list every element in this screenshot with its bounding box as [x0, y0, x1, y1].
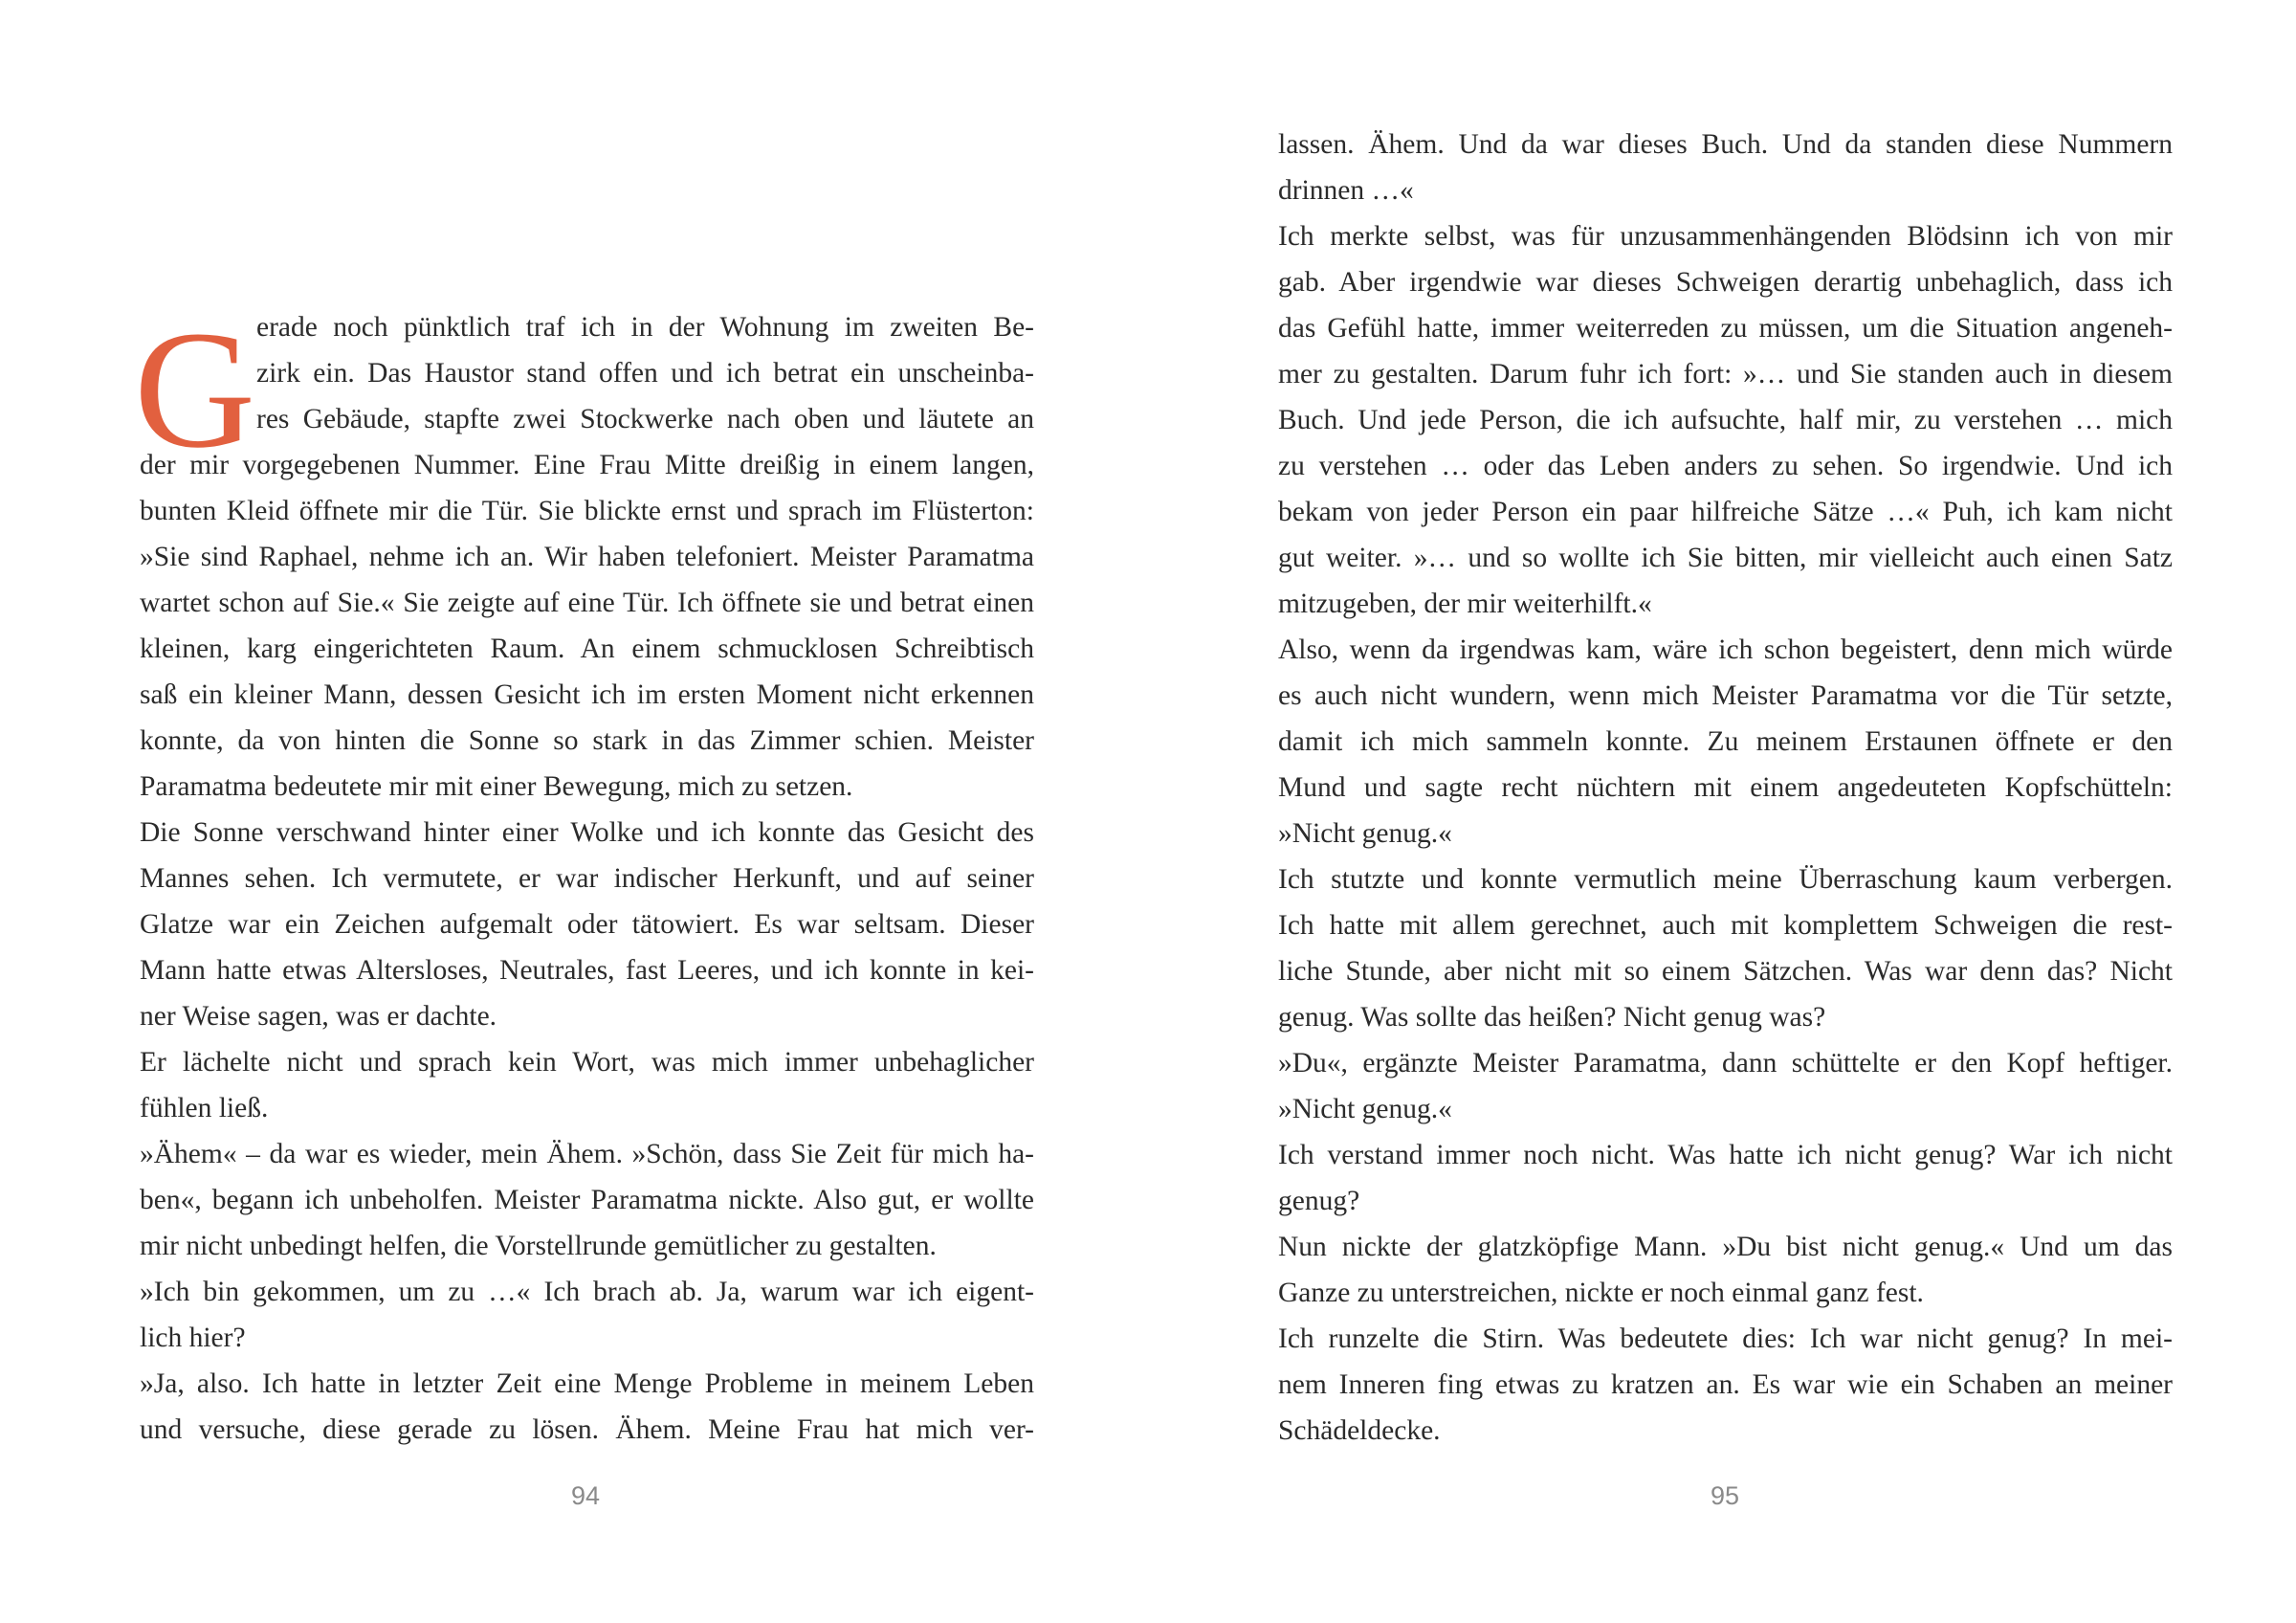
right-page-text-line: Ich stutzte und konnte vermutlich meine Überraschung kaum verbergen. — [1278, 864, 2173, 895]
left-page-text-line: saß ein kleiner Mann, dessen Gesicht ich im ersten Moment nicht erkennen — [140, 679, 1034, 710]
right-page-text-line: mitzugeben, der mir weiterhilft.« — [1278, 589, 1652, 619]
right-page-text-line: »Du«, ergänzte Meister Paramatma, dann schüttelte er den Kopf heftiger. — [1278, 1048, 2173, 1078]
left-page-text-line: mir nicht unbedingt helfen, die Vorstellrunde gemütlicher zu gestalten. — [140, 1231, 937, 1261]
right-page-text-line: das Gefühl hatte, immer weiterreden zu müssen, um die Situation angeneh- — [1278, 313, 2173, 344]
right-page-text-line: gut weiter. »… und so wollte ich Sie bitten, mir vielleicht auch einen Satz — [1278, 543, 2173, 573]
drop-cap: G — [134, 297, 256, 483]
left-page-text-line: Mann hatte etwas Altersloses, Neutrales, fast Leeres, und ich konnte in kei- — [140, 955, 1034, 986]
right-page-text-line: es auch nicht wundern, wenn mich Meister Paramatma vor die Tür setzte, — [1278, 680, 2173, 711]
right-page-text-line: damit ich mich sammeln konnte. Zu meinem Erstaunen öffnete er den — [1278, 726, 2173, 757]
left-page-text-line: zirk ein. Das Haustor stand offen und ich betrat ein unscheinba- — [256, 358, 1034, 389]
left-page-text-line: Glatze war ein Zeichen aufgemalt oder tätowiert. Es war seltsam. Dieser — [140, 909, 1034, 940]
left-page-text — [134, 297, 1034, 1453]
right-page-text-line: liche Stunde, aber nicht mit so einem Sätzchen. Was war denn das? Nicht — [1278, 956, 2173, 987]
right-page-text-line: Buch. Und jede Person, die ich aufsuchte, half mir, zu verstehen … mich — [1278, 405, 2173, 435]
right-page-text-line: Ich verstand immer noch nicht. Was hatte ich nicht genug? War ich nicht — [1278, 1140, 2173, 1170]
right-page-text-line: genug? — [1278, 1186, 1360, 1216]
left-page-text-line: ner Weise sagen, was er dachte. — [140, 1001, 497, 1032]
right-page-text-line: zu verstehen … oder das Leben anders zu sehen. So irgendwie. Und ich — [1278, 451, 2173, 481]
left-page-lines — [140, 304, 1034, 1453]
left-page-text-line: Er lächelte nicht und sprach kein Wort, was mich immer unbehaglicher — [140, 1047, 1034, 1078]
left-page-text-line: wartet schon auf Sie.« Sie zeigte auf eine Tür. Ich öffnete sie und betrat einen — [140, 588, 1034, 618]
left-page-text-line: Die Sonne verschwand hinter einer Wolke und ich konnte das Gesicht des — [140, 817, 1034, 848]
left-page-text-line: »Ähem« – da war es wieder, mein Ähem. »Schön, dass Sie Zeit für mich ha- — [140, 1139, 1034, 1169]
right-page-text-line: genug. Was sollte das heißen? Nicht genug was? — [1278, 1002, 1826, 1033]
right-page-text — [1278, 122, 2173, 1454]
right-page-text-line: drinnen …« — [1278, 175, 1414, 206]
right-page-text-line: »Nicht genug.« — [1278, 1094, 1452, 1124]
left-page-text-line: Mannes sehen. Ich vermutete, er war indischer Herkunft, und auf seiner — [140, 863, 1034, 894]
right-page-text-line: gab. Aber irgendwie war dieses Schweigen derartig unbehaglich, dass ich — [1278, 267, 2173, 298]
left-page-text-line: erade noch pünktlich traf ich in der Wohnung im zweiten Be- — [256, 312, 1034, 343]
left-page-text-line: »Ja, also. Ich hatte in letzter Zeit eine Menge Probleme in meinem Leben — [140, 1368, 1034, 1399]
left-page-text-line: res Gebäude, stapfte zwei Stockwerke nach oben und läutete an — [256, 404, 1034, 434]
right-page-text-line: Ganze zu unterstreichen, nickte er noch einmal ganz fest. — [1278, 1278, 1924, 1308]
left-page-text-line: und versuche, diese gerade zu lösen. Ähem. Meine Frau hat mich ver- — [140, 1414, 1034, 1445]
right-page-text-line: »Nicht genug.« — [1278, 818, 1452, 849]
right-page-text-line: bekam von jeder Person ein paar hilfreiche Sätze …« Puh, ich kam nicht — [1278, 497, 2173, 527]
right-page-text-line: lassen. Ähem. Und da war dieses Buch. Und da standen diese Nummern — [1278, 129, 2173, 160]
right-page-text-line: Ich hatte mit allem gerechnet, auch mit komplettem Schweigen die rest- — [1278, 910, 2173, 941]
left-page-text-line: konnte, da von hinten die Sonne so stark in das Zimmer schien. Meister — [140, 725, 1034, 756]
left-page-text-line: Paramatma bedeutete mir mit einer Bewegung, mich zu setzen. — [140, 771, 853, 802]
right-page-text-line: Mund und sagte recht nüchtern mit einem angedeuteten Kopfschütteln: — [1278, 772, 2173, 803]
left-page-text-line: der mir vorgegebenen Nummer. Eine Frau Mitte dreißig in einem langen, — [140, 450, 1034, 480]
right-page-text-line: Nun nickte der glatzköpfige Mann. »Du bist nicht genug.« Und um das — [1278, 1232, 2173, 1262]
left-page-text-line: bunten Kleid öffnete mir die Tür. Sie blickte ernst und sprach im Flüsterton: — [140, 496, 1034, 526]
right-page-text-line: Also, wenn da irgendwas kam, wäre ich schon begeistert, denn mich würde — [1278, 634, 2173, 665]
right-page-lines — [1278, 122, 2173, 1454]
right-page-text-line: mer zu gestalten. Darum fuhr ich fort: »… und Sie standen auch in diesem — [1278, 359, 2173, 389]
right-page-text-line: Schädeldecke. — [1278, 1415, 1441, 1446]
left-page-text-line: »Ich bin gekommen, um zu …« Ich brach ab. Ja, warum war ich eigent- — [140, 1277, 1034, 1307]
left-page-text-line: kleinen, karg eingerichteten Raum. An einem schmucklosen Schreibtisch — [140, 634, 1034, 664]
right-page-text-line: Ich runzelte die Stirn. Was bedeutete dies: Ich war nicht genug? In mei- — [1278, 1323, 2173, 1354]
right-page-text-line: nem Inneren fing etwas zu kratzen an. Es war wie ein Schaben an meiner — [1278, 1369, 2173, 1400]
page-number-right: 95 — [1710, 1481, 1740, 1510]
left-page-text-line: lich hier? — [140, 1323, 246, 1353]
left-page-text-line: »Sie sind Raphael, nehme ich an. Wir haben telefoniert. Meister Paramatma — [140, 542, 1034, 572]
page-number-left: 94 — [570, 1481, 601, 1510]
left-page-text-line: fühlen ließ. — [140, 1093, 269, 1123]
right-page-text-line: Ich merkte selbst, was für unzusammenhängenden Blödsinn ich von mir — [1278, 221, 2173, 252]
left-page-text-line: ben«, begann ich unbeholfen. Meister Paramatma nickte. Also gut, er wollte — [140, 1185, 1034, 1215]
